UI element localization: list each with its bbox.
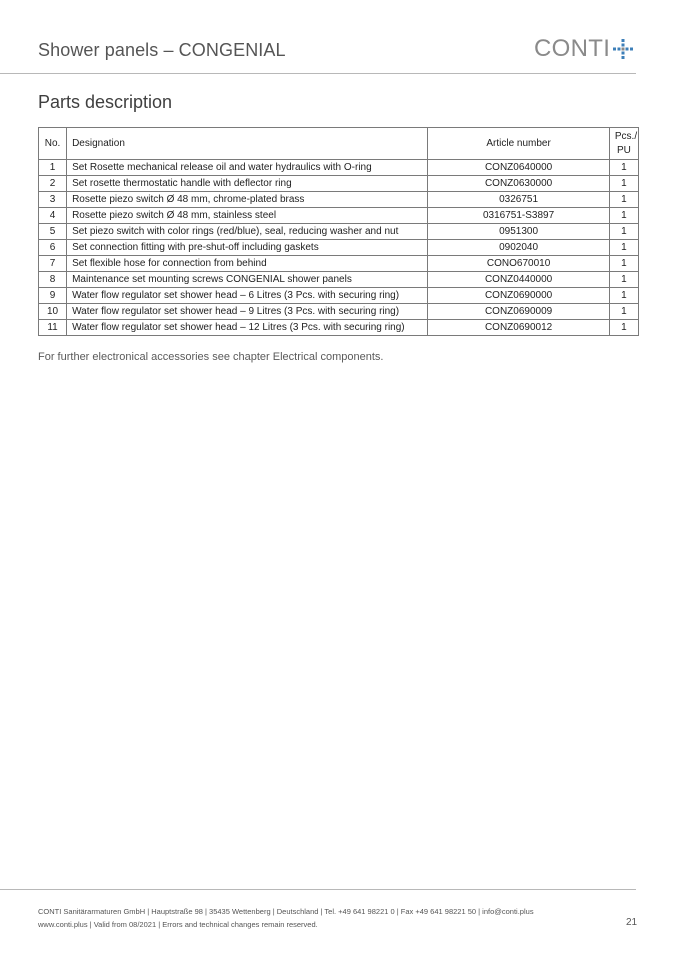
- logo-plus-icon: [612, 38, 634, 60]
- cell-designation: Rosette piezo switch Ø 48 mm, stainless steel: [67, 208, 428, 224]
- cell-designation: Water flow regulator set shower head – 12 Litres (3 Pcs. with securing ring): [67, 320, 428, 336]
- cell-article-number: CONZ0630000: [428, 176, 610, 192]
- table-row: [39, 320, 639, 336]
- cell-no: 7: [39, 256, 67, 272]
- cell-article-number: CONZ0690000: [428, 288, 610, 304]
- cell-pcs: 1: [609, 256, 638, 272]
- col-header-article-number: Article number: [428, 128, 610, 160]
- cell-no: 11: [39, 320, 67, 336]
- cell-pcs: 1: [609, 224, 638, 240]
- cell-no: 9: [39, 288, 67, 304]
- cell-article-number: CONZ0690009: [428, 304, 610, 320]
- col-header-no: No.: [39, 128, 67, 160]
- cell-article-number: 0316751-S3897: [428, 208, 610, 224]
- footer-divider: [0, 889, 636, 890]
- table-row: [39, 288, 639, 304]
- cell-pcs: 1: [609, 176, 638, 192]
- accessories-note: For further electronical accessories see chapter Electrical components.: [38, 351, 384, 363]
- cell-article-number: CONO670010: [428, 256, 610, 272]
- cell-designation: Maintenance set mounting screws CONGENIAL shower panels: [67, 272, 428, 288]
- parts-table-body: [39, 160, 639, 336]
- table-row: [39, 192, 639, 208]
- cell-pcs: 1: [609, 192, 638, 208]
- cell-designation: Water flow regulator set shower head – 9 Litres (3 Pcs. with securing ring): [67, 304, 428, 320]
- cell-pcs: 1: [609, 320, 638, 336]
- page-number: 21: [626, 917, 638, 928]
- cell-pcs: 1: [609, 272, 638, 288]
- cell-designation: Set Rosette mechanical release oil and water hydraulics with O-ring: [67, 160, 428, 176]
- cell-pcs: 1: [609, 160, 638, 176]
- footer-company-info: CONTI Sanitärarmaturen GmbH | Hauptstraße 98 | 35435 Wettenberg | Deutschland | Tel. +49 641 98221 0 | Fax +49 641 98221 50 | info@conti.plus: [38, 907, 534, 916]
- col-header-pcs-line2: PU: [616, 144, 631, 156]
- cell-no: 5: [39, 224, 67, 240]
- table-row: [39, 176, 639, 192]
- section-title: Parts description: [38, 92, 173, 112]
- table-row: [39, 160, 639, 176]
- header-title: Shower panels – CONGENIAL: [38, 40, 286, 60]
- cell-article-number: CONZ0640000: [428, 160, 610, 176]
- col-header-designation: Designation: [67, 128, 428, 160]
- cell-designation: Set connection fitting with pre-shut-off including gaskets: [67, 240, 428, 256]
- cell-no: 8: [39, 272, 67, 288]
- logo-text: CONTI: [534, 35, 611, 62]
- table-row: [39, 224, 639, 240]
- cell-no: 2: [39, 176, 67, 192]
- conti-logo: [534, 34, 634, 64]
- header-divider: [0, 73, 636, 74]
- cell-pcs: 1: [609, 208, 638, 224]
- footer-validity-info: www.conti.plus | Valid from 08/2021 | Errors and technical changes remain reserved.: [38, 920, 318, 929]
- cell-pcs: 1: [609, 240, 638, 256]
- table-row: [39, 256, 639, 272]
- table-row: [39, 272, 639, 288]
- cell-article-number: CONZ0440000: [428, 272, 610, 288]
- cell-pcs: 1: [609, 304, 638, 320]
- cell-designation: Set rosette thermostatic handle with deflector ring: [67, 176, 428, 192]
- cell-article-number: 0902040: [428, 240, 610, 256]
- table-header-row: [39, 128, 639, 160]
- cell-pcs: 1: [609, 288, 638, 304]
- col-header-pcs-line1: Pcs./: [614, 130, 638, 142]
- table-row: [39, 304, 639, 320]
- parts-table: [38, 127, 639, 336]
- cell-no: 3: [39, 192, 67, 208]
- table-row: [39, 240, 639, 256]
- col-header-pcs: [609, 128, 638, 160]
- cell-designation: Set piezo switch with color rings (red/blue), seal, reducing washer and nut: [67, 224, 428, 240]
- cell-article-number: 0326751: [428, 192, 610, 208]
- cell-no: 6: [39, 240, 67, 256]
- cell-no: 4: [39, 208, 67, 224]
- table-row: [39, 208, 639, 224]
- cell-no: 1: [39, 160, 67, 176]
- cell-article-number: 0951300: [428, 224, 610, 240]
- cell-no: 10: [39, 304, 67, 320]
- cell-designation: Set flexible hose for connection from behind: [67, 256, 428, 272]
- cell-designation: Water flow regulator set shower head – 6 Litres (3 Pcs. with securing ring): [67, 288, 428, 304]
- cell-article-number: CONZ0690012: [428, 320, 610, 336]
- cell-designation: Rosette piezo switch Ø 48 mm, chrome-plated brass: [67, 192, 428, 208]
